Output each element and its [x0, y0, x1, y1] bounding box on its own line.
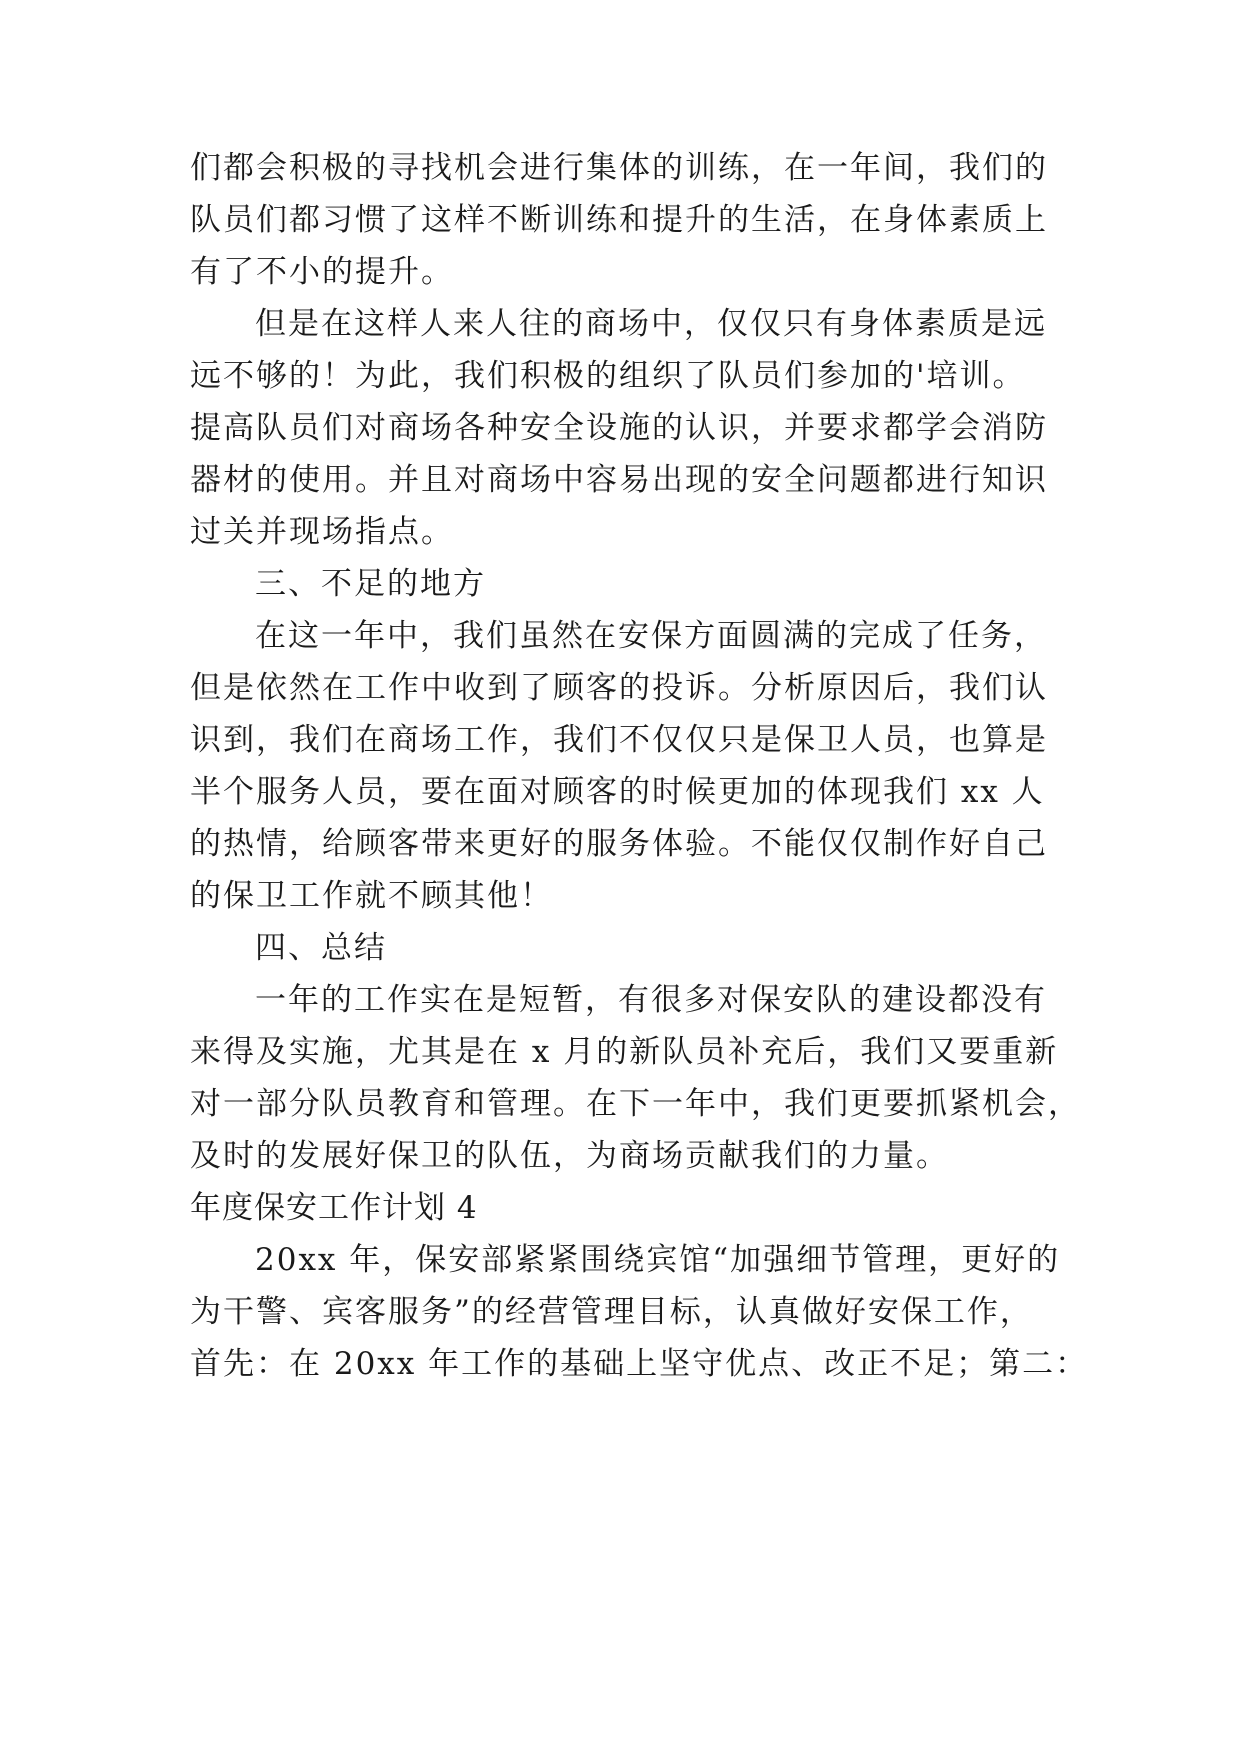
- text-line: 的热情，给顾客带来更好的服务体验。不能仅仅制作好自己: [190, 826, 1048, 862]
- section-heading: 四、总结: [255, 930, 387, 966]
- text-line: 远不够的！为此，我们积极的组织了队员们参加的'培训。: [190, 358, 1026, 394]
- text-line: 识到，我们在商场工作，我们不仅仅只是保卫人员，也算是: [190, 722, 1048, 758]
- text-line: 对一部分队员教育和管理。在下一年中，我们更要抓紧机会，: [190, 1086, 1081, 1122]
- paragraph-start-line: 一年的工作实在是短暂，有很多对保安队的建设都没有: [255, 982, 1047, 1018]
- text-line: 们都会积极的寻找机会进行集体的训练，在一年间，我们的: [190, 150, 1048, 186]
- paragraph-start-line: 20xx 年，保安部紧紧围绕宾馆“加强细节管理，更好的: [255, 1242, 1061, 1278]
- text-line: 及时的发展好保卫的队伍，为商场贡献我们的力量。: [190, 1138, 949, 1174]
- text-line: 有了不小的提升。: [190, 254, 454, 290]
- text-line: 来得及实施，尤其是在 x 月的新队员补充后，我们又要重新: [190, 1034, 1059, 1070]
- text-line: 首先：在 20xx 年工作的基础上坚守优点、改正不足；第二：: [190, 1346, 1089, 1382]
- text-line: 的保卫工作就不顾其他！: [190, 878, 553, 914]
- section-heading: 三、不足的地方: [255, 566, 486, 602]
- text-line: 队员们都习惯了这样不断训练和提升的生活，在身体素质上: [190, 202, 1048, 238]
- paragraph-start-line: 在这一年中，我们虽然在安保方面圆满的完成了任务，: [255, 618, 1047, 654]
- text-line: 过关并现场指点。: [190, 514, 454, 550]
- text-line: 但是依然在工作中收到了顾客的投诉。分析原因后，我们认: [190, 670, 1048, 706]
- text-line: 半个服务人员，要在面对顾客的时候更加的体现我们 xx 人: [190, 774, 1045, 810]
- text-line: 为干警、宾客服务”的经营管理目标，认真做好安保工作，: [190, 1294, 1033, 1330]
- document-title: 年度保安工作计划 4: [190, 1190, 478, 1226]
- text-line: 器材的使用。并且对商场中容易出现的安全问题都进行知识: [190, 462, 1048, 498]
- text-line: 提高队员们对商场各种安全设施的认识，并要求都学会消防: [190, 410, 1048, 446]
- paragraph-start-line: 但是在这样人来人往的商场中，仅仅只有身体素质是远: [255, 306, 1047, 342]
